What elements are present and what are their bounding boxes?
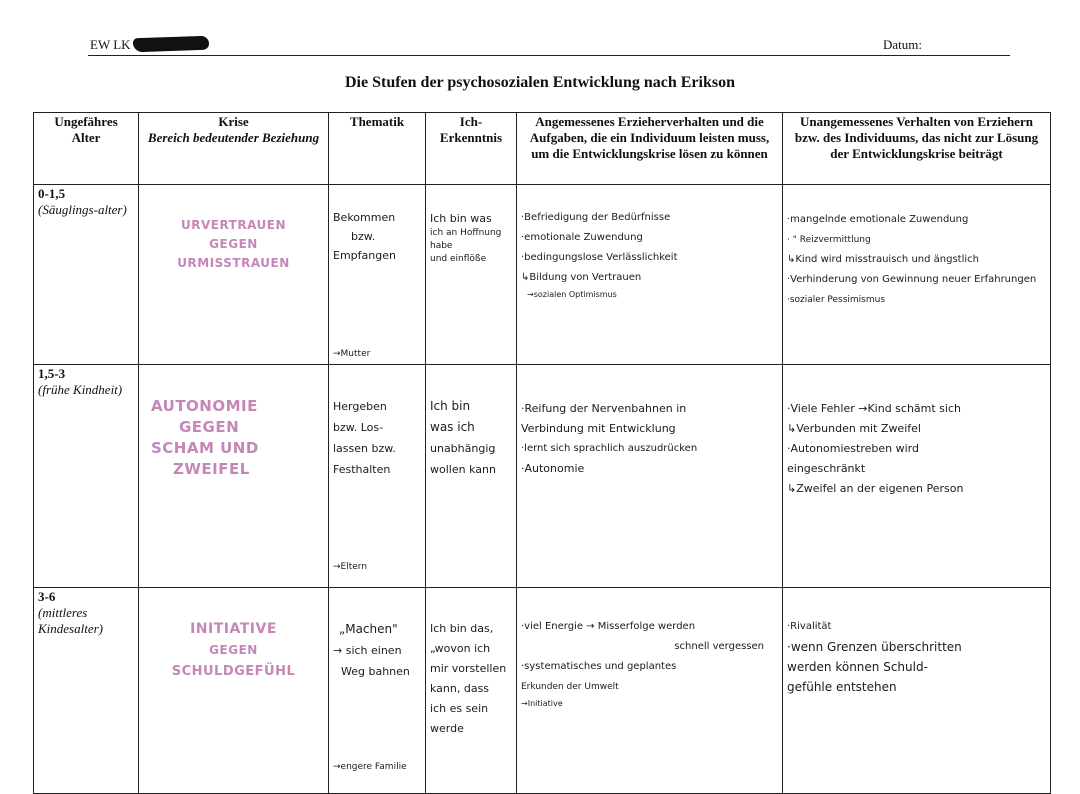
column-header-ego: Ich-Erkenntnis	[426, 113, 517, 185]
crisis-text-line: GEGEN	[209, 237, 258, 251]
column-header-inappropriate: Unangemessenes Verhalten von Erziehern bzw. des Individuums, das nicht zur Lösung der Entwicklungskrise beiträgt	[783, 113, 1051, 185]
header-rule	[88, 55, 1010, 56]
age-cell: 3-6 (mittleres Kindesalter)	[34, 588, 139, 794]
table-row	[34, 185, 1051, 365]
crisis-cell	[139, 365, 329, 588]
age-cell: 0-1,5 (Säuglings-alter)	[34, 185, 139, 365]
relationship-note: →Eltern	[333, 562, 368, 572]
theme-cell: Hergeben bzw. Los- lassen bzw. Festhalten →Eltern	[329, 365, 426, 588]
document-title: Die Stufen der psychosozialen Entwicklung nach Erikson	[345, 74, 735, 91]
inappropriate-behavior-cell: ·Rivalität ·wenn Grenzen überschritten werden können Schuld- gefühle entstehen	[783, 588, 1051, 794]
ego-cell: Ich bin was ich unabhängig wollen kann	[426, 365, 517, 588]
header-date-label: Datum:	[883, 37, 922, 52]
theme-cell: „Machen" → sich einen Weg bahnen →engere Familie	[329, 588, 426, 794]
ego-cell: Ich bin was ich an Hoffnung habe und einflöße	[426, 185, 517, 365]
crisis-text-line: URMISSTRAUEN	[177, 256, 290, 270]
crisis-text-line: INITIATIVE	[190, 621, 277, 637]
crisis-text-line: SCHAM UND	[151, 439, 259, 457]
appropriate-behavior-cell: ·Befriedigung der Bedürfnisse ·emotionale Zuwendung ·bedingungslose Verlässlichkeit ↳Bildung von Vertrauen →sozialen Optimismus	[517, 185, 783, 365]
appropriate-behavior-cell: ·viel Energie → Misserfolge werden schnell vergessen ·systematisches und geplantes Erkunden der Umwelt →Initiative	[517, 588, 783, 794]
column-header-appropriate: Angemessenes Erzieherverhalten und die Aufgaben, die ein Individuum leisten muss, um die Entwicklungskrise lösen zu können	[517, 113, 783, 185]
column-header-crisis: Krise Bereich bedeutender Beziehung	[139, 113, 329, 185]
table-header-row	[34, 113, 1051, 185]
theme-cell: Bekommen bzw. Empfangen →Mutter	[329, 185, 426, 365]
ego-cell: Ich bin das, „wovon ich mir vorstellen kann, dass ich es sein werde	[426, 588, 517, 794]
crisis-text-line: SCHULDGEFÜHL	[171, 664, 296, 679]
redaction-mark	[132, 36, 208, 53]
column-header-age: Ungefähres Alter	[34, 113, 139, 185]
crisis-cell	[139, 185, 329, 365]
crisis-text-line: AUTONOMIE	[151, 397, 258, 415]
crisis-text-line: URVERTRAUEN	[181, 218, 286, 232]
age-cell: 1,5-3 (frühe Kindheit)	[34, 365, 139, 588]
header-course-label: EW LK	[90, 37, 209, 53]
inappropriate-behavior-cell: ·Viele Fehler →Kind schämt sich ↳Verbunden mit Zweifel ·Autonomiestreben wird eingeschränkt ↳Zweifel an der eigenen Person	[783, 365, 1051, 588]
crisis-text-line: GEGEN	[179, 418, 240, 436]
crisis-text-line: ZWEIFEL	[173, 460, 250, 478]
relationship-note: →engere Familie	[333, 762, 407, 772]
column-header-theme: Thematik	[329, 113, 426, 185]
relationship-note: →Mutter	[333, 349, 371, 359]
erikson-stages-table	[33, 112, 1051, 794]
appropriate-behavior-cell: ·Reifung der Nervenbahnen in Verbindung mit Entwicklung ·lernt sich sprachlich auszudrücken ·Autonomie	[517, 365, 783, 588]
table-row	[34, 365, 1051, 588]
inappropriate-behavior-cell: ·mangelnde emotionale Zuwendung · " Reizvermittlung ↳Kind wird misstrauisch und ängstlich ·Verhinderung von Gewinnung neuer Erfahrungen ·sozialer Pessimismus	[783, 185, 1051, 365]
crisis-text-line: GEGEN	[209, 643, 258, 657]
